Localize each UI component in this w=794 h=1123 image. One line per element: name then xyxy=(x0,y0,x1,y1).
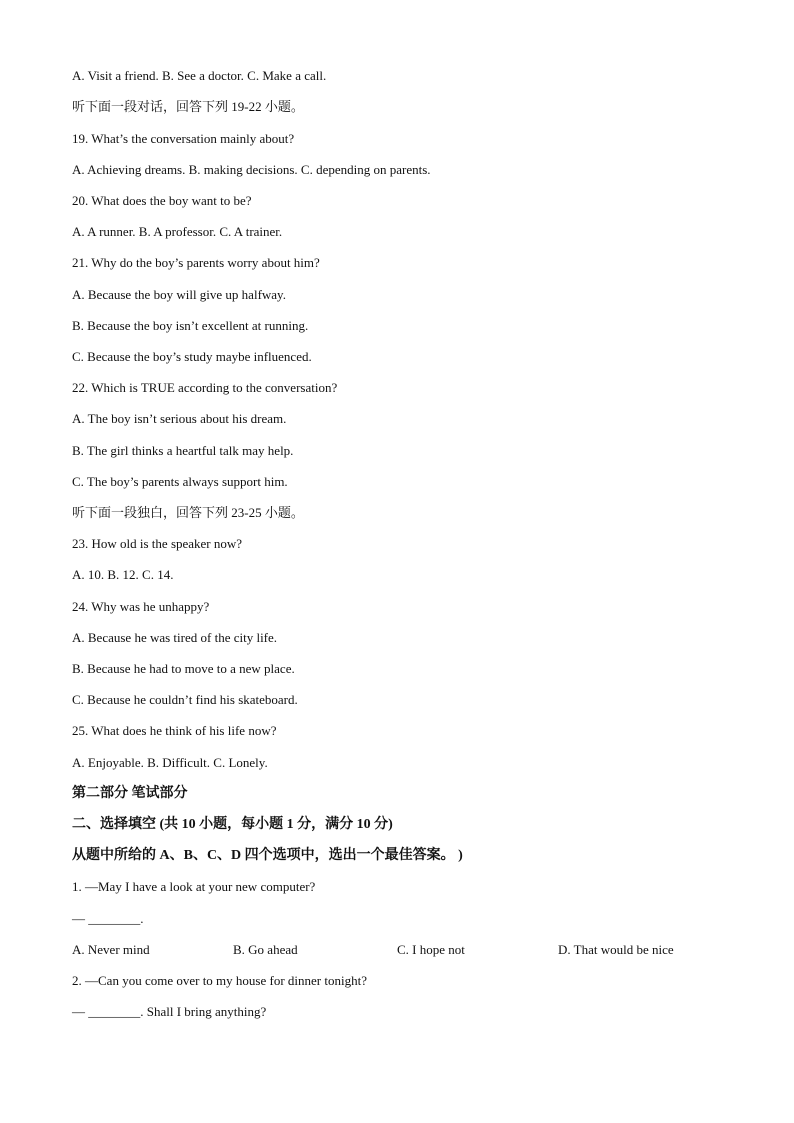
question-23: 23. How old is the speaker now? xyxy=(72,536,243,551)
question-21-option-a: A. Because the boy will give up halfway. xyxy=(72,287,286,302)
question-1-option-b: B. Go ahead xyxy=(233,942,298,957)
question-20-options: A. A runner. B. A professor. C. A trainer. xyxy=(72,224,283,239)
question-1-option-d: D. That would be nice xyxy=(558,942,674,957)
question-22-option-a: A. The boy isn’t serious about his dream. xyxy=(72,411,287,426)
question-24: 24. Why was he unhappy? xyxy=(72,599,210,614)
question-22-option-c: C. The boy’s parents always support him. xyxy=(72,474,288,489)
listening-instruction: 听下面一段对话，回答下列 19-22 小题。 xyxy=(72,99,304,114)
question-1-option-c: C. I hope not xyxy=(397,942,465,957)
question-19-options: A. Achieving dreams. B. making decisions. C. depending on parents. xyxy=(72,162,431,177)
question-24-option-c: C. Because he couldn’t find his skateboard. xyxy=(72,692,298,707)
question-2-blank: — ________. Shall I bring anything? xyxy=(72,1004,267,1019)
question-22: 22. Which is TRUE according to the conversation? xyxy=(72,380,338,395)
question-25-options: A. Enjoyable. B. Difficult. C. Lonely. xyxy=(72,755,268,770)
question-24-option-a: A. Because he was tired of the city life. xyxy=(72,630,278,645)
question-22-option-b: B. The girl thinks a heartful talk may help. xyxy=(72,443,294,458)
question-1-option-a: A. Never mind xyxy=(72,942,150,957)
question-23-options: A. 10. B. 12. C. 14. xyxy=(72,567,174,582)
question-1-stem: 1. —May I have a look at your new computer? xyxy=(72,879,316,894)
question-21: 21. Why do the boy’s parents worry about him? xyxy=(72,255,320,270)
question-1-blank: — ________. xyxy=(72,911,144,926)
listening-instruction: 听下面一段独白，回答下列 23-25 小题。 xyxy=(72,505,304,520)
question-19: 19. What’s the conversation mainly about? xyxy=(72,131,295,146)
question-21-option-c: C. Because the boy’s study maybe influenced. xyxy=(72,349,312,364)
question-21-option-b: B. Because the boy isn’t excellent at running. xyxy=(72,318,309,333)
question-20: 20. What does the boy want to be? xyxy=(72,193,252,208)
question-2-stem: 2. —Can you come over to my house for dinner tonight? xyxy=(72,973,367,988)
question-24-option-b: B. Because he had to move to a new place. xyxy=(72,661,295,676)
text-line: A. Visit a friend. B. See a doctor. C. Make a call. xyxy=(72,68,327,83)
question-25: 25. What does he think of his life now? xyxy=(72,723,277,738)
part-instruction: 从题中所给的 A、B、C、D 四个选项中，选出一个最佳答案。 ) xyxy=(72,848,463,863)
section-title: 第二部分 笔试部分 xyxy=(72,786,188,801)
part-title: 二、选择填空 (共 10 小题，每小题 1 分，满分 10 分) xyxy=(72,817,393,832)
